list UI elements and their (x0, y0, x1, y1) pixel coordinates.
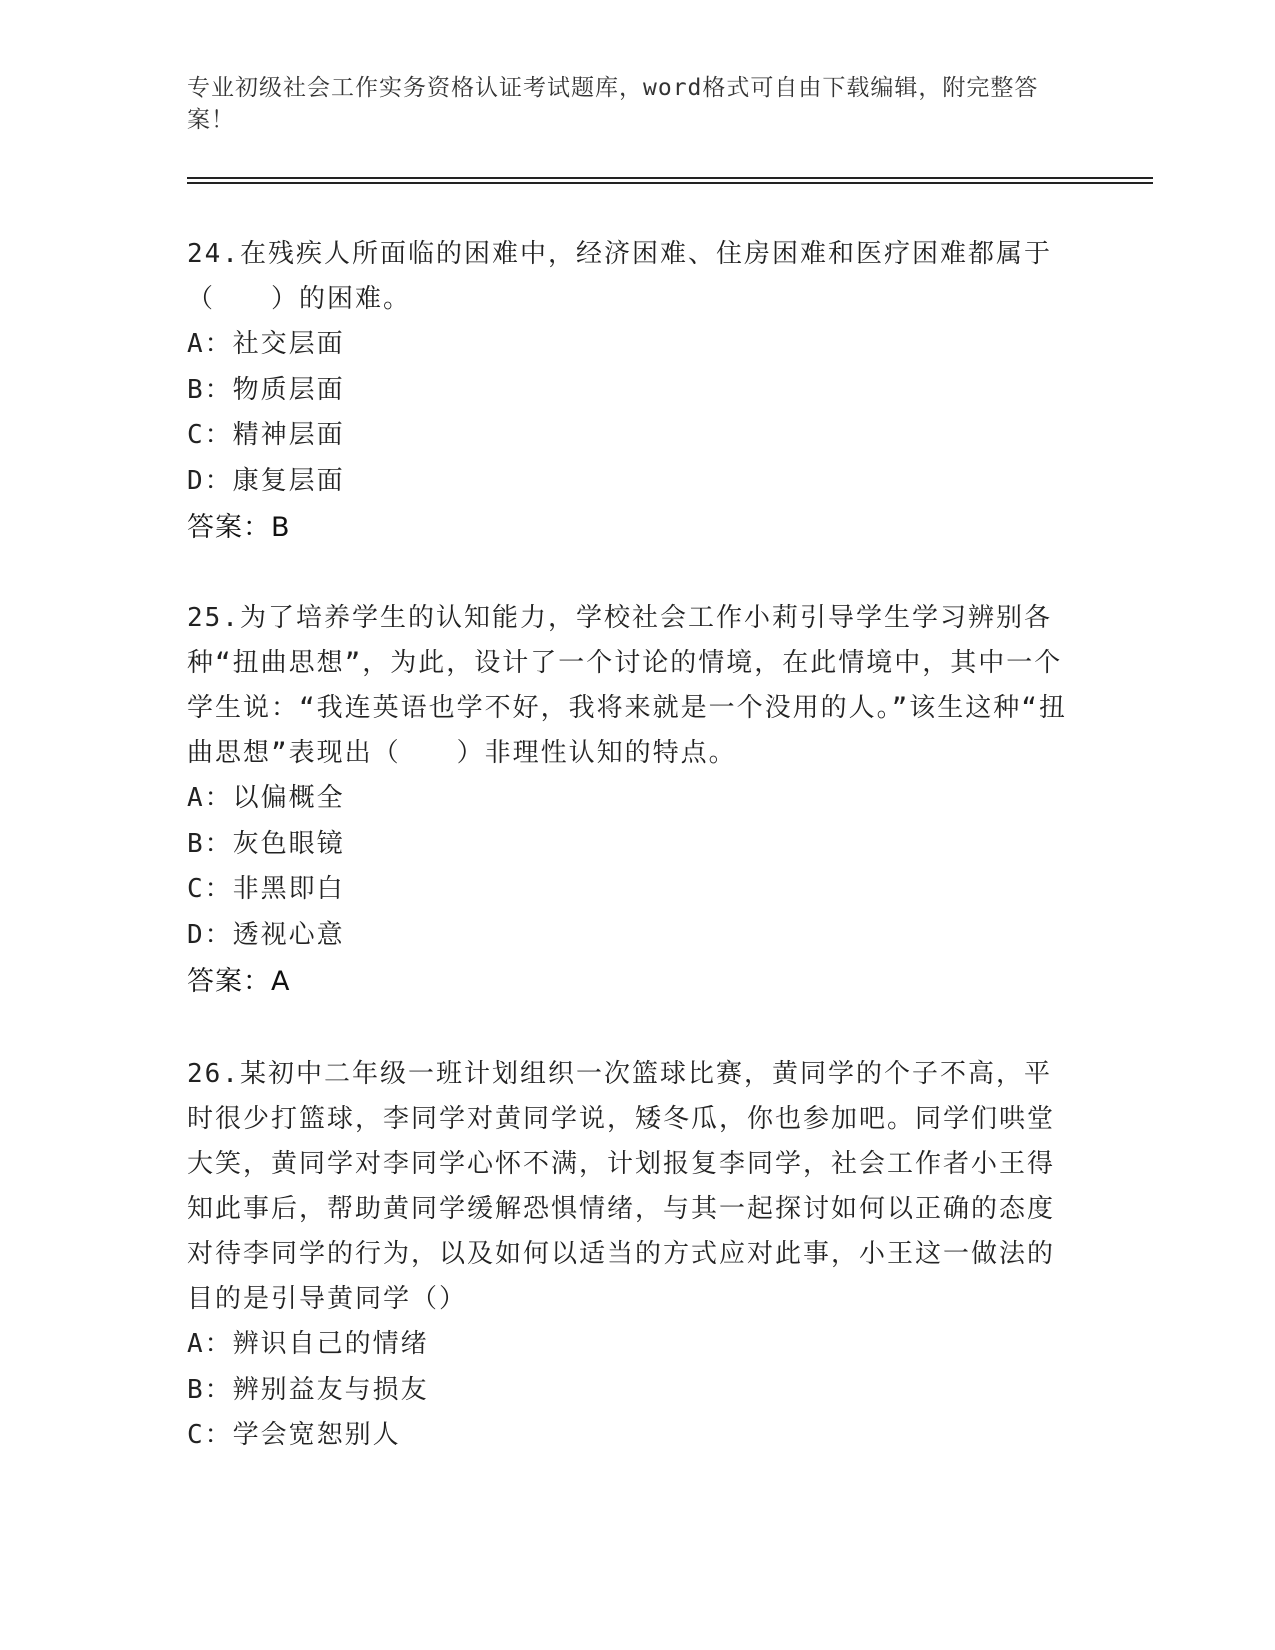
option-list (187, 1322, 1077, 1459)
option-a: A：以偏概全 (187, 783, 345, 813)
option-d: D：康复层面 (187, 465, 345, 496)
option-b: B：灰色眼镜 (187, 828, 345, 859)
header-rule-bottom (187, 182, 1153, 184)
option-d: D：透视心意 (187, 919, 345, 950)
question-stem: 24.在残疾人所面临的困难中，经济困难、住房困难和医疗困难都属于（ ）的困难。 (187, 239, 1052, 314)
option-b: B：物质层面 (187, 374, 345, 405)
question-24 (187, 232, 1077, 550)
option-c: C：精神层面 (187, 420, 345, 450)
document-header: 专业初级社会工作实务资格认证考试题库，word格式可自由下载编辑，附完整答案！ (187, 75, 1039, 133)
answer-label: 答案：A (187, 966, 291, 997)
answer-label: 答案：B (187, 512, 291, 543)
option-c: C：非黑即白 (187, 874, 345, 904)
option-b: B：辨别益友与损友 (187, 1374, 429, 1405)
question-26 (187, 1052, 1077, 1459)
option-list (187, 322, 1077, 504)
option-c: C：学会宽恕别人 (187, 1420, 401, 1450)
option-a: A：社交层面 (187, 329, 345, 359)
header-rule-top (187, 177, 1153, 179)
question-stem: 26.某初中二年级一班计划组织一次篮球比赛，黄同学的个子不高，平时很少打篮球，李同学对黄同学说，矮冬瓜，你也参加吧。同学们哄堂大笑，黄同学对李同学心怀不满，计划报复李同学，社会工作者小王得知此事后，帮助黄同学缓解恐惧情绪，与其一起探讨如何以正确的态度对待李同学的行为，以及如何以适当的方式应对此事，小王这一做法的目的是引导黄同学（） (187, 1059, 1056, 1314)
option-a: A：辨识自己的情绪 (187, 1329, 429, 1359)
question-25 (187, 596, 1077, 1004)
option-list (187, 776, 1077, 958)
question-stem: 25.为了培养学生的认知能力，学校社会工作小莉引导学生学习辨别各种“扭曲思想”，为此，设计了一个讨论的情境，在此情境中，其中一个学生说：“我连英语也学不好，我将来就是一个没用的人。”该生这种“扭曲思想”表现出（ ）非理性认知的特点。 (187, 603, 1067, 768)
